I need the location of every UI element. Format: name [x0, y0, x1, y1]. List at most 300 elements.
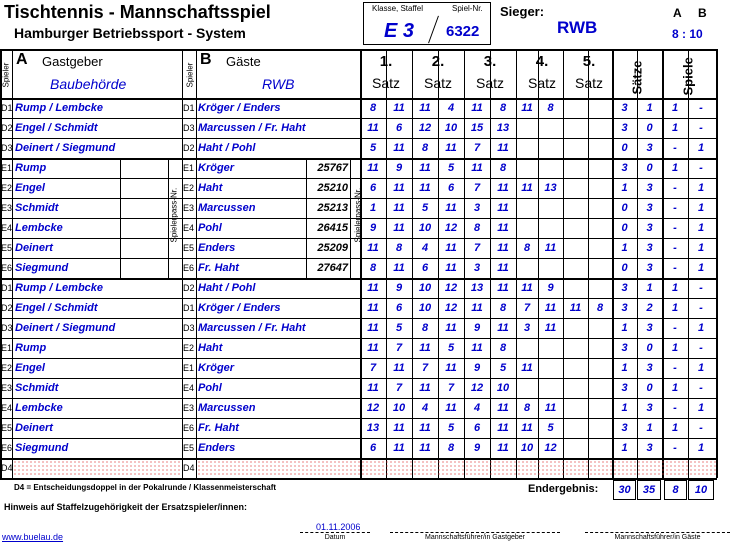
set-number: 2.	[431, 53, 445, 70]
spiele-value: -	[699, 102, 703, 114]
set-score: 5	[499, 362, 507, 374]
set-score: 12	[470, 382, 484, 394]
row-divider	[0, 418, 717, 419]
saetze-value: 3	[621, 422, 628, 434]
set-number: 3.	[483, 53, 497, 70]
set-score: 4	[421, 242, 429, 254]
hinweis-label: Hinweis auf Staffelzugehörigkeit der Ersatzspieler/innen:	[4, 502, 248, 512]
row-index-a: D4	[1, 463, 13, 473]
set-score: 11	[393, 442, 405, 454]
row-index-a: D1	[1, 283, 13, 293]
player-b: Kröger	[198, 162, 235, 174]
set-score: 11	[471, 342, 483, 354]
set-score: 11	[497, 402, 509, 414]
set-score: 11	[393, 422, 405, 434]
d4-note: D4 = Entscheidungsdoppel in der Pokalrunde / Klassenmeisterschaft	[14, 483, 277, 492]
score-a-label: A	[673, 6, 682, 20]
player-a: Rump / Lembcke	[15, 282, 104, 294]
set-score: 11	[393, 262, 405, 274]
row-divider	[0, 98, 717, 99]
set-score: 6	[447, 182, 455, 194]
player-a: Rump	[15, 342, 47, 354]
player-b: Marcussen / Fr. Haht	[198, 322, 306, 334]
set-score: 9	[395, 162, 403, 174]
set-score: 7	[447, 382, 455, 394]
set-score: 11	[497, 442, 509, 454]
slash-divider	[428, 16, 439, 44]
spiele-value: -	[699, 122, 703, 134]
set-score: 7	[395, 342, 403, 354]
endergebnis-label: Endergebnis:	[528, 483, 599, 495]
set-score: 11	[393, 182, 405, 194]
row-index-a: E4	[1, 403, 13, 413]
row-index-b: D2	[183, 283, 195, 293]
set-label: Satz	[527, 75, 556, 91]
set-score: 11	[521, 102, 533, 114]
set-score: 13	[470, 282, 484, 294]
saetze-value: 3	[646, 222, 653, 234]
row-index-b: E2	[183, 343, 195, 353]
set-score: 7	[473, 242, 481, 254]
set-score: 11	[445, 262, 457, 274]
row-index-a: D2	[1, 123, 13, 133]
set-score: 11	[393, 142, 405, 154]
set-label: Satz	[423, 75, 452, 91]
set-score: 10	[418, 282, 432, 294]
spiele-value: -	[673, 322, 677, 334]
set-score: 8	[421, 142, 429, 154]
set-score: 11	[393, 102, 405, 114]
row-index-a: E2	[1, 363, 13, 373]
row-divider	[0, 358, 717, 359]
saetze-value: 0	[646, 162, 653, 174]
set-score: 11	[521, 422, 533, 434]
end-spiele-b: 10	[688, 480, 714, 500]
saetze-value: 3	[621, 102, 628, 114]
saetze-value: 1	[621, 402, 628, 414]
set-score: 12	[444, 302, 458, 314]
saetze-value: 3	[646, 362, 653, 374]
set-score: 11	[521, 182, 533, 194]
row-index-b: E3	[183, 203, 195, 213]
table-top-border	[0, 49, 717, 51]
row-index-a: E3	[1, 203, 13, 213]
row-divider	[0, 338, 717, 339]
page-subtitle: Hamburger Betriebssport - System	[14, 25, 246, 41]
set-score: 11	[497, 422, 509, 434]
spiel-nr-label: Spiel-Nr.	[452, 4, 483, 13]
final-score: 8 : 10	[672, 27, 703, 41]
row-divider	[0, 478, 717, 480]
set-score: 11	[445, 202, 457, 214]
set-score: 12	[444, 282, 458, 294]
set-score: 11	[521, 362, 533, 374]
set-score: 8	[421, 322, 429, 334]
saetze-value: 3	[646, 182, 653, 194]
row-index-a: E1	[1, 163, 13, 173]
row-index-b: D1	[183, 103, 195, 113]
row-index-b: E5	[183, 243, 195, 253]
player-a: Lembcke	[15, 222, 63, 234]
saetze-value: 0	[621, 202, 628, 214]
spiele-value: 1	[671, 122, 679, 134]
player-b: Marcussen	[198, 202, 256, 214]
end-saetze-a: 30	[613, 480, 636, 500]
saetze-value: 1	[621, 442, 628, 454]
spiele-value: -	[699, 162, 703, 174]
set-score: 5	[395, 322, 403, 334]
set-score: 12	[366, 402, 380, 414]
sig-gastgeber: Mannschaftsführer/in Gastgeber	[425, 534, 525, 541]
row-index-b: E1	[183, 163, 195, 173]
player-a: Siegmund	[15, 442, 69, 454]
d4-pattern-a	[13, 460, 181, 477]
set-score: 8	[523, 242, 531, 254]
set-score: 8	[447, 442, 455, 454]
set-score: 11	[419, 342, 431, 354]
set-score: 11	[419, 182, 431, 194]
set-score: 11	[367, 342, 379, 354]
row-index-a: D3	[1, 323, 13, 333]
set-label: Satz	[371, 75, 400, 91]
set-score: 6	[395, 302, 403, 314]
set-score: 15	[470, 122, 484, 134]
spielerpass-nr: 27647	[317, 262, 348, 274]
pass-col-b	[306, 158, 307, 278]
set-score: 11	[544, 242, 557, 254]
set-score: 3	[473, 202, 481, 214]
row-index-b: E6	[183, 263, 195, 273]
set-score: 6	[369, 182, 377, 194]
set-score: 11	[544, 402, 557, 414]
saetze-value: 3	[621, 382, 628, 394]
set-score: 4	[447, 102, 455, 114]
set-score: 9	[395, 282, 403, 294]
spiele-value: -	[673, 202, 677, 214]
set-score: 11	[393, 362, 405, 374]
row-divider	[0, 278, 717, 280]
row-index-b: E3	[183, 403, 195, 413]
team-b-label: Gäste	[226, 54, 261, 69]
set-score: 11	[367, 242, 379, 254]
set-score: 11	[497, 242, 509, 254]
set-score: 13	[544, 182, 557, 194]
saetze-value: 0	[621, 262, 628, 274]
spielerpass-nr: 25209	[317, 242, 348, 254]
row-index-b: D2	[183, 143, 195, 153]
saetze-value: 3	[621, 342, 628, 354]
spiele-value: -	[673, 442, 677, 454]
set-score: 7	[421, 362, 429, 374]
row-index-b: E6	[183, 423, 195, 433]
set-score: 10	[418, 222, 432, 234]
set-score: 8	[499, 102, 507, 114]
spiele-value: 1	[697, 262, 705, 274]
spiele-value: 1	[671, 422, 679, 434]
row-index-a: E6	[1, 443, 13, 453]
score-b-label: B	[698, 6, 707, 20]
set-score: 3	[523, 322, 531, 334]
page-title: Tischtennis - Mannschaftsspiel	[4, 2, 271, 22]
set-score: 13	[496, 122, 510, 134]
set-score: 10	[520, 442, 534, 454]
team-a-name: Baubehörde	[50, 76, 127, 92]
set-score: 9	[547, 282, 554, 294]
player-a: Siegmund	[15, 262, 69, 274]
d4-pattern-b	[197, 460, 716, 477]
row-divider	[0, 438, 717, 439]
player-a: Rump	[15, 162, 47, 174]
saetze-value: 1	[621, 362, 628, 374]
saetze-value: 3	[646, 322, 653, 334]
set-score: 8	[473, 222, 481, 234]
row-index-b: E4	[183, 223, 195, 233]
row-index-a: E1	[1, 343, 13, 353]
team-a-letter: A	[16, 51, 28, 68]
set-score: 12	[544, 442, 557, 454]
sig-gaeste: Mannschaftsführer/in Gäste	[614, 534, 701, 541]
website-link[interactable]: www.buelau.de	[2, 532, 64, 542]
saetze-value: 3	[621, 162, 628, 174]
spielerpass-nr: 25213	[317, 202, 348, 214]
column-divider	[588, 49, 589, 478]
set-score: 11	[497, 142, 509, 154]
row-divider	[0, 178, 717, 179]
set-number: 4.	[535, 53, 549, 70]
spielerpass-label-a: Spielerpass-Nr.	[169, 187, 179, 243]
spiele-value: -	[673, 222, 677, 234]
saetze-value: 1	[621, 182, 628, 194]
player-a: Rump / Lembcke	[15, 102, 104, 114]
set-score: 11	[497, 202, 509, 214]
player-b: Enders	[198, 242, 236, 254]
set-score: 4	[473, 402, 481, 414]
column-divider	[716, 49, 718, 478]
set-score: 8	[395, 242, 403, 254]
set-score: 8	[499, 302, 507, 314]
player-a: Lembcke	[15, 402, 63, 414]
spiele-value: 1	[697, 442, 705, 454]
set-score: 11	[497, 282, 509, 294]
row-index-b: E4	[183, 383, 195, 393]
set-score: 11	[419, 102, 431, 114]
set-score: 5	[447, 342, 455, 354]
spielerpass-nr: 26415	[317, 222, 348, 234]
row-divider	[0, 378, 717, 379]
set-score: 10	[496, 382, 510, 394]
saetze-value: 3	[646, 202, 653, 214]
saetze-value: 3	[621, 282, 628, 294]
player-a: Engel / Schmidt	[15, 122, 98, 134]
player-a: Deinert / Siegmund	[15, 142, 116, 154]
set-number: 5.	[582, 53, 596, 70]
spiele-value: 1	[697, 182, 705, 194]
player-a: Deinert	[15, 242, 53, 254]
saetze-value: 0	[646, 342, 653, 354]
saetze-value: 1	[646, 422, 653, 434]
player-b: Marcussen	[198, 402, 256, 414]
set-score: 6	[369, 442, 377, 454]
set-score: 6	[473, 422, 481, 434]
set-score: 12	[418, 122, 432, 134]
saetze-value: 3	[646, 242, 653, 254]
row-divider	[0, 258, 717, 259]
spielerpass-label-b: Spielerpass-Nr.	[353, 187, 363, 243]
spiele-value: -	[699, 342, 703, 354]
player-b: Fr. Haht	[198, 262, 239, 274]
end-spiele-a: 8	[664, 480, 687, 500]
set-score: 8	[369, 102, 377, 114]
set-score: 11	[497, 322, 509, 334]
player-b: Kröger / Enders	[198, 302, 281, 314]
set-score: 7	[395, 382, 403, 394]
player-a: Deinert	[15, 422, 53, 434]
row-divider	[0, 118, 717, 119]
saetze-value: 3	[646, 442, 653, 454]
set-score: 11	[471, 162, 483, 174]
set-score: 7	[473, 142, 481, 154]
sig-datum: Datum	[324, 534, 346, 541]
row-index-b: E2	[183, 183, 195, 193]
set-score: 11	[367, 382, 379, 394]
saetze-value: 1	[621, 242, 628, 254]
spiele-value: 1	[697, 402, 705, 414]
spiele-value: -	[699, 382, 703, 394]
spiele-value: 1	[671, 102, 679, 114]
set-score: 10	[392, 402, 406, 414]
set-score: 5	[447, 422, 455, 434]
set-score: 1	[369, 202, 377, 214]
set-score: 9	[369, 222, 377, 234]
team-b-letter: B	[200, 51, 212, 68]
klasse-value: E 3	[384, 20, 415, 42]
spiele-value: 1	[697, 202, 705, 214]
row-index-a: E5	[1, 243, 13, 253]
row-index-a: D1	[1, 103, 13, 113]
player-a: Schmidt	[15, 202, 59, 214]
row-divider	[0, 398, 717, 399]
saetze-value: 0	[646, 122, 653, 134]
set-score: 11	[419, 422, 431, 434]
player-b: Haht	[198, 342, 223, 354]
spiele-value: 1	[671, 162, 679, 174]
player-b: Kröger	[198, 362, 235, 374]
pass-col-b2	[350, 158, 351, 278]
row-index-b: D1	[183, 303, 195, 313]
saetze-value: 3	[646, 262, 653, 274]
spiele-value: 1	[671, 382, 679, 394]
row-index-b: E5	[183, 443, 195, 453]
spiele-value: -	[699, 302, 703, 314]
row-index-b: D3	[183, 123, 195, 133]
spielerpass-nr: 25767	[317, 162, 348, 174]
spiele-value: -	[673, 242, 677, 254]
saetze-value: 3	[646, 402, 653, 414]
player-b: Haht / Pohl	[198, 142, 256, 154]
set-score: 9	[473, 362, 481, 374]
set-score: 11	[445, 322, 457, 334]
spieler-label-b: Spieler	[185, 62, 195, 88]
saetze-value: 1	[646, 282, 653, 294]
player-a: Schmidt	[15, 382, 59, 394]
player-a: Engel	[15, 182, 45, 194]
player-b: Marcussen / Fr. Haht	[198, 122, 306, 134]
set-score: 11	[367, 322, 379, 334]
spiele-value: 1	[671, 342, 679, 354]
set-score: 3	[473, 262, 481, 274]
row-divider	[0, 158, 717, 160]
set-score: 5	[369, 142, 377, 154]
player-a: Engel / Schmidt	[15, 302, 98, 314]
set-score: 8	[547, 102, 554, 114]
row-index-b: D4	[183, 463, 195, 473]
set-score: 11	[367, 162, 379, 174]
player-b: Fr. Haht	[198, 422, 239, 434]
spiele-value: 1	[697, 322, 705, 334]
set-score: 13	[366, 422, 380, 434]
set-score: 11	[419, 382, 431, 394]
set-label: Satz	[574, 75, 603, 91]
end-saetze-b: 35	[637, 480, 661, 500]
pass-col-a	[120, 158, 121, 278]
sieger-label: Sieger:	[500, 4, 545, 19]
spiele-value: 1	[671, 282, 679, 294]
set-score: 9	[473, 442, 481, 454]
spiele-value: -	[673, 142, 677, 154]
spiele-value: -	[673, 182, 677, 194]
set-score: 11	[367, 302, 379, 314]
staffel-box	[363, 2, 491, 45]
team-b-name: RWB	[262, 76, 295, 92]
column-divider	[196, 49, 197, 478]
spiele-value: -	[673, 362, 677, 374]
set-score: 8	[523, 402, 531, 414]
set-score: 10	[444, 122, 458, 134]
player-b: Haht / Pohl	[198, 282, 256, 294]
set-score: 8	[596, 302, 604, 314]
player-a: Engel	[15, 362, 45, 374]
spielerpass-nr: 25210	[317, 182, 348, 194]
saetze-value: 1	[621, 322, 628, 334]
set-score: 11	[445, 362, 457, 374]
sieger-value: RWB	[557, 18, 598, 37]
set-score: 11	[497, 222, 509, 234]
player-b: Pohl	[198, 382, 222, 394]
set-score: 11	[367, 282, 379, 294]
spiele-value: 1	[697, 242, 705, 254]
saetze-value: 0	[621, 222, 628, 234]
row-index-a: E4	[1, 223, 13, 233]
klasse-label: Klasse, Staffel	[372, 4, 423, 13]
saetze-value: 2	[646, 302, 653, 314]
set-score: 11	[393, 202, 405, 214]
set-score: 7	[369, 362, 377, 374]
set-score: 4	[421, 402, 429, 414]
row-index-a: E2	[1, 183, 13, 193]
set-score: 5	[421, 202, 429, 214]
row-index-a: E5	[1, 423, 13, 433]
spieler-label-a: Spieler	[1, 62, 11, 88]
row-index-a: D3	[1, 143, 13, 153]
row-index-a: E6	[1, 263, 13, 273]
spiele-value: -	[673, 402, 677, 414]
set-score: 11	[471, 302, 483, 314]
set-score: 12	[444, 222, 458, 234]
spiele-value: -	[699, 282, 703, 294]
spiele-value: 1	[697, 362, 705, 374]
saetze-value: 0	[621, 142, 628, 154]
set-score: 6	[421, 262, 429, 274]
